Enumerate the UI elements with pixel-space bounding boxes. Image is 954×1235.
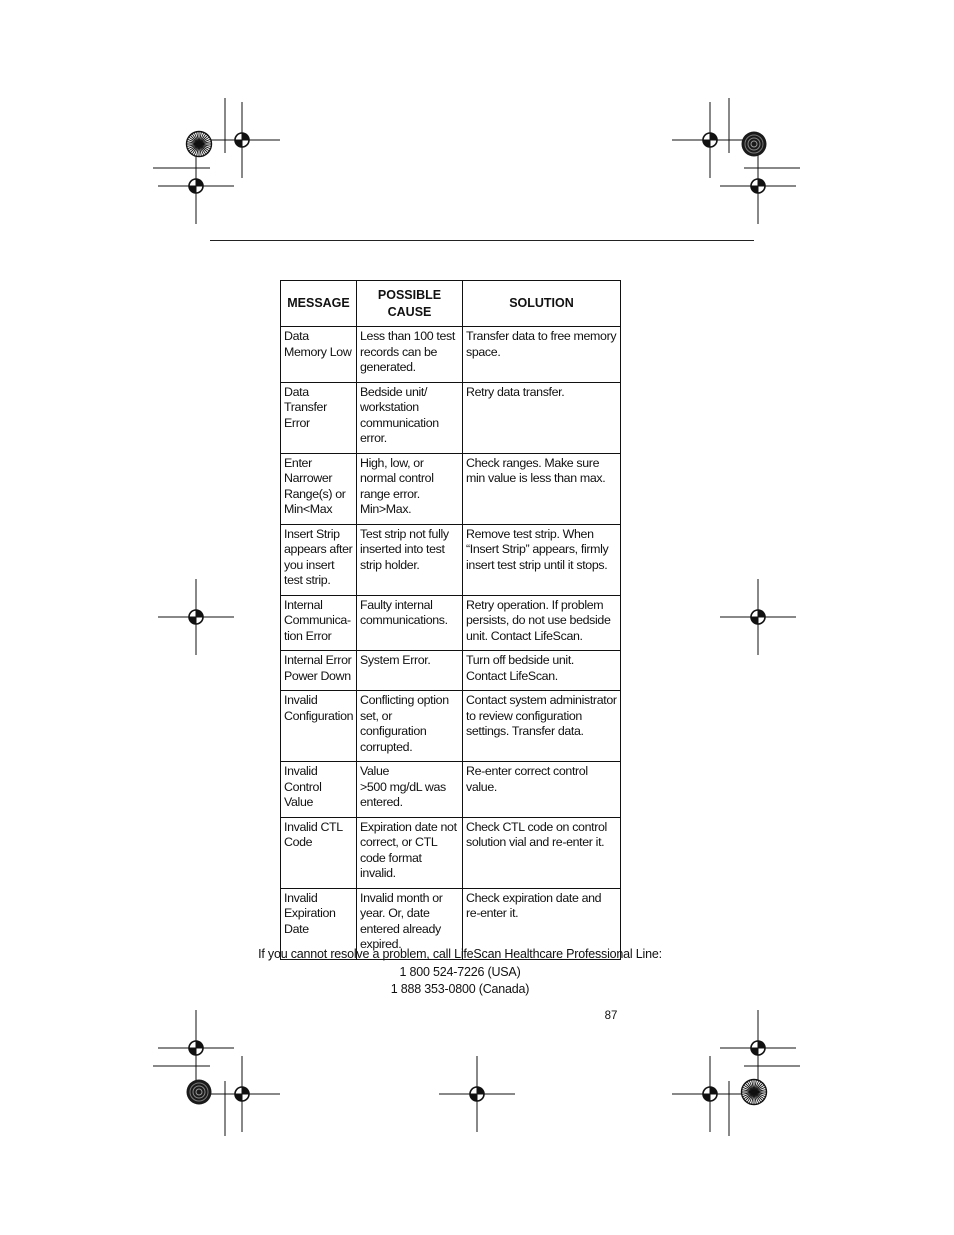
cause-cell: System Error.: [357, 651, 463, 691]
cause-cell: Less than 100 test records can be generated.: [357, 327, 463, 383]
header-possible-cause: POSSIBLE CAUSE: [357, 281, 463, 327]
table-row: [281, 817, 621, 888]
message-cell: Internal Communica- tion Error: [281, 595, 357, 651]
message-cell: Internal Error Power Down: [281, 651, 357, 691]
table-row: [281, 651, 621, 691]
header-message: MESSAGE: [281, 281, 357, 327]
solution-cell: Contact system administrator to review configuration settings. Transfer data.: [463, 691, 621, 762]
table-row: [281, 382, 621, 453]
help-line-footer: [240, 946, 680, 999]
header-rule: [210, 240, 754, 241]
footer-help-text: If you cannot resolve a problem, call LifeScan Healthcare Professional Line:: [258, 947, 662, 961]
table-row: [281, 691, 621, 762]
table-row: [281, 453, 621, 524]
message-cell: Invalid CTL Code: [281, 817, 357, 888]
cause-cell: Invalid month or year. Or, date entered already expired.: [357, 888, 463, 959]
cause-cell: Bedside unit/ workstation communication error.: [357, 382, 463, 453]
troubleshooting-table: [280, 280, 621, 960]
cause-cell: High, low, or normal control range error. Min>Max.: [357, 453, 463, 524]
cause-cell: Faulty internal communications.: [357, 595, 463, 651]
header-solution: SOLUTION: [463, 281, 621, 327]
solution-cell: Transfer data to free memory space.: [463, 327, 621, 383]
message-cell: Data Memory Low: [281, 327, 357, 383]
solution-cell: Retry data transfer.: [463, 382, 621, 453]
message-cell: Insert Strip appears after you insert test strip.: [281, 524, 357, 595]
table-row: [281, 524, 621, 595]
solution-cell: Remove test strip. When “Insert Strip” appears, firmly insert test strip until it stops.: [463, 524, 621, 595]
cause-cell: Expiration date not correct, or CTL code format invalid.: [357, 817, 463, 888]
solution-cell: Check expiration date and re-enter it.: [463, 888, 621, 959]
message-cell: Data Transfer Error: [281, 382, 357, 453]
message-cell: Enter Narrower Range(s) or Min<Max: [281, 453, 357, 524]
message-cell: Invalid Control Value: [281, 762, 357, 818]
solution-cell: Turn off bedside unit. Contact LifeScan.: [463, 651, 621, 691]
message-cell: Invalid Expiration Date: [281, 888, 357, 959]
footer-phone-usa: 1 800 524-7226 (USA): [399, 964, 521, 979]
message-cell: Invalid Configuration: [281, 691, 357, 762]
footer-phone-canada: 1 888 353-0800 (Canada): [390, 982, 530, 996]
cause-cell: Test strip not fully inserted into test strip holder.: [357, 524, 463, 595]
solution-cell: Check CTL code on control solution vial and re-enter it.: [463, 817, 621, 888]
table-row: [281, 762, 621, 818]
table-row: [281, 595, 621, 651]
solution-cell: Re-enter correct control value.: [463, 762, 621, 818]
solution-cell: Retry operation. If problem persists, do not use bedside unit. Contact LifeScan.: [463, 595, 621, 651]
cause-cell: Value >500 mg/dL was entered.: [357, 762, 463, 818]
table-header-row: [281, 281, 621, 327]
page-number: 87: [604, 1010, 618, 1022]
cause-cell: Conflicting option set, or configuration corrupted.: [357, 691, 463, 762]
solution-cell: Check ranges. Make sure min value is less than max.: [463, 453, 621, 524]
table-row: [281, 327, 621, 383]
